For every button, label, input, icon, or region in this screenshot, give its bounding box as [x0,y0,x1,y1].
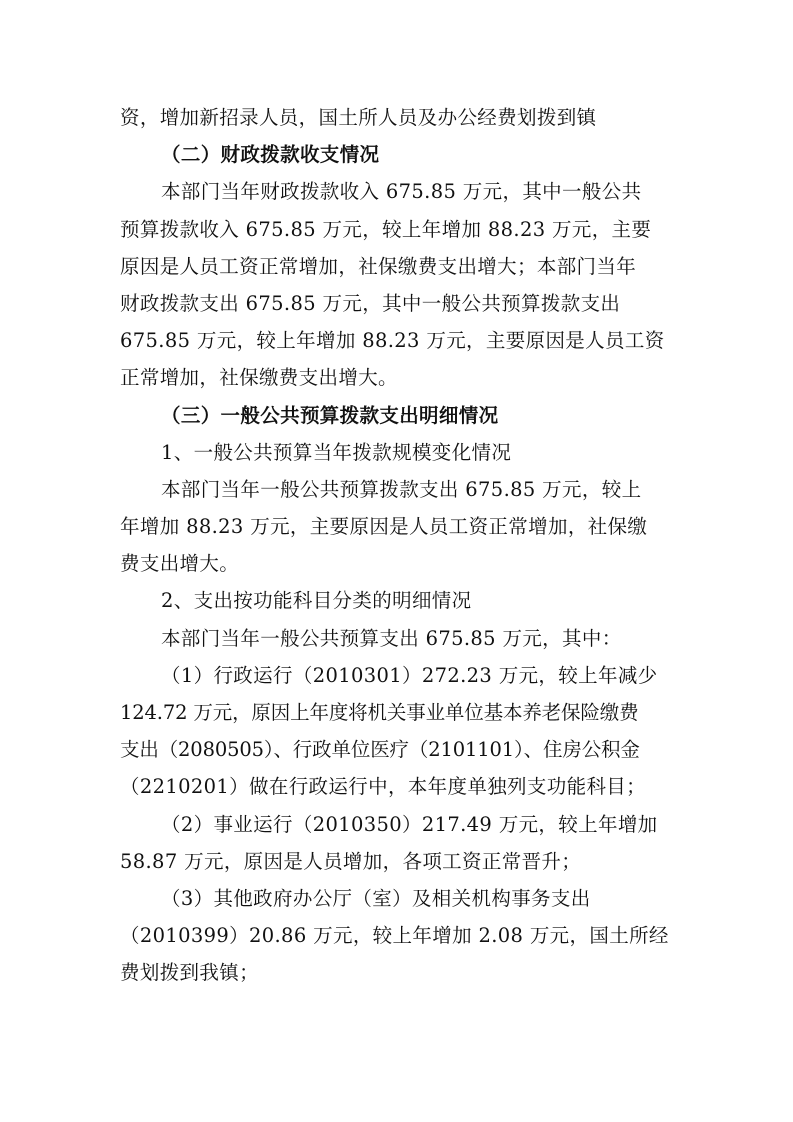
paragraph-line: （2210201）做在行政运行中，本年度单独列支功能科目； [120,775,646,799]
paragraph-line: 费划拨到我镇； [120,961,259,985]
paragraph-line: 58.87 万元，原因是人员增加，各项工资正常晋升； [120,849,582,873]
section-heading: （二）财政拨款收支情况 [161,143,380,167]
paragraph-line: 财政拨款支出 675.85 万元，其中一般公共预算拨款支出 [120,291,621,315]
paragraph-line: （2010399）20.86 万元，较上年增加 2.08 万元，国土所经 [120,924,669,948]
paragraph-line: 资，增加新招录人员，国土所人员及办公经费划拨到镇 [120,106,597,129]
paragraph-line: 675.85 万元，较上年增加 88.23 万元，主要原因是人员工资 [120,329,665,353]
paragraph-line: 费支出增大。 [120,552,240,576]
list-item: （2）事业运行（2010350）217.49 万元，较上年增加 [161,812,658,836]
paragraph-line: 年增加 88.23 万元，主要原因是人员工资正常增加，社保缴 [120,515,648,539]
paragraph-line: 支出（2080505）、行政单位医疗（2101101）、住房公积金 [120,738,640,762]
paragraph-line: 原因是人员工资正常增加，社保缴费支出增大；本部门当年 [120,254,637,278]
list-item: （3）其他政府办公厅（室）及相关机构事务支出 [161,886,591,910]
paragraph-line: 本部门当年一般公共预算拨款支出 675.85 万元，较上 [161,477,642,501]
paragraph-line: 正常增加，社保缴费支出增大。 [120,366,398,390]
paragraph-line: 本部门当年一般公共预算支出 675.85 万元，其中： [161,626,622,650]
section-heading: （三）一般公共预算拨款支出明细情况 [161,403,499,427]
subsection-heading: 2、支出按功能科目分类的明细情况 [161,589,472,613]
paragraph-line: 本部门当年财政拨款收入 675.85 万元，其中一般公共 [161,180,642,204]
subsection-heading: 1、一般公共预算当年拨款规模变化情况 [161,440,512,464]
paragraph-line: 预算拨款收入 675.85 万元，较上年增加 88.23 万元，主要 [120,217,652,241]
document-body [120,99,675,992]
list-item: （1）行政运行（2010301）272.23 万元，较上年减少 [161,663,658,687]
paragraph-line: 124.72 万元，原因上年度将机关事业单位基本养老保险缴费 [120,701,639,724]
